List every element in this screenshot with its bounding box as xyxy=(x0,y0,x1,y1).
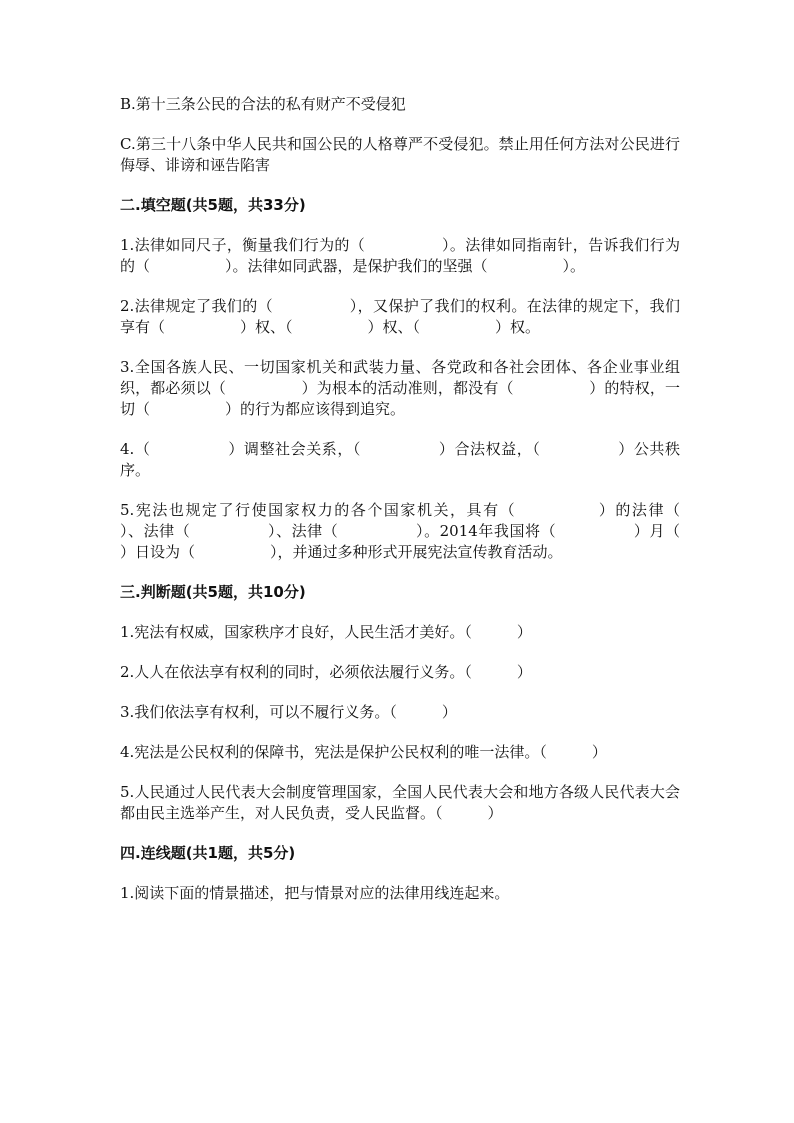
fill-blank-question-1: 1.法律如同尺子，衡量我们行为的（ ）。法律如同指南针，告诉我们行为的（ ）。法律如同武器，是保护我们的坚强（ ）。 xyxy=(120,236,680,275)
fill-blank-question-4: 4.（ ）调整社会关系，（ ）合法权益，（ ）公共秩序。 xyxy=(120,440,680,479)
true-false-question-1: 1.宪法有权威，国家秩序才良好，人民生活才美好。（ ） xyxy=(120,623,532,641)
section-heading-fill-blank: 二.填空题(共5题，共33分) xyxy=(120,196,306,214)
true-false-question-2: 2.人人在依法享有权利的同时，必须依法履行义务。（ ） xyxy=(120,663,532,681)
fill-blank-question-5: 5.宪法也规定了行使国家权力的各个国家机关，具有（ ）的法律（ ）、法律（ ）、法律（ ）。2014年我国将（ ）月（ ）日设为（ ），并通过多种形式开展宪法宣传教育活动。 xyxy=(120,501,756,561)
true-false-question-4: 4.宪法是公民权利的保障书，宪法是保护公民权利的唯一法律。（ ） xyxy=(120,743,607,761)
true-false-question-3: 3.我们依法享有权利，可以不履行义务。（ ） xyxy=(120,703,457,721)
fill-blank-question-3: 3.全国各族人民、一切国家机关和武装力量、各党政和各社会团体、各企业事业组织，都必须以（ ）为根本的活动准则，都没有（ ）的特权，一切（ ）的行为都应该得到追究。 xyxy=(120,358,680,418)
section-heading-true-false: 三.判断题(共5题，共10分) xyxy=(120,583,306,601)
fill-blank-question-2: 2.法律规定了我们的（ ），又保护了我们的权利。在法律的规定下，我们享有（ ）权、（ ）权、（ ）权。 xyxy=(120,297,680,336)
matching-question-1: 1.阅读下面的情景描述，把与情景对应的法律用线连起来。 xyxy=(120,884,510,902)
true-false-question-5: 5.人民通过人民代表大会制度管理国家，全国人民代表大会和地方各级人民代表大会都由民主选举产生，对人民负责，受人民监督。（ ） xyxy=(120,783,680,822)
document-page xyxy=(120,94,756,923)
section-heading-matching: 四.连线题(共1题，共5分) xyxy=(120,844,296,862)
option-b: B.第十三条公民的合法的私有财产不受侵犯 xyxy=(120,95,406,113)
option-c: C.第三十八条中华人民共和国公民的人格尊严不受侵犯。禁止用任何方法对公民进行侮辱、诽谤和诬告陷害 xyxy=(120,135,680,174)
